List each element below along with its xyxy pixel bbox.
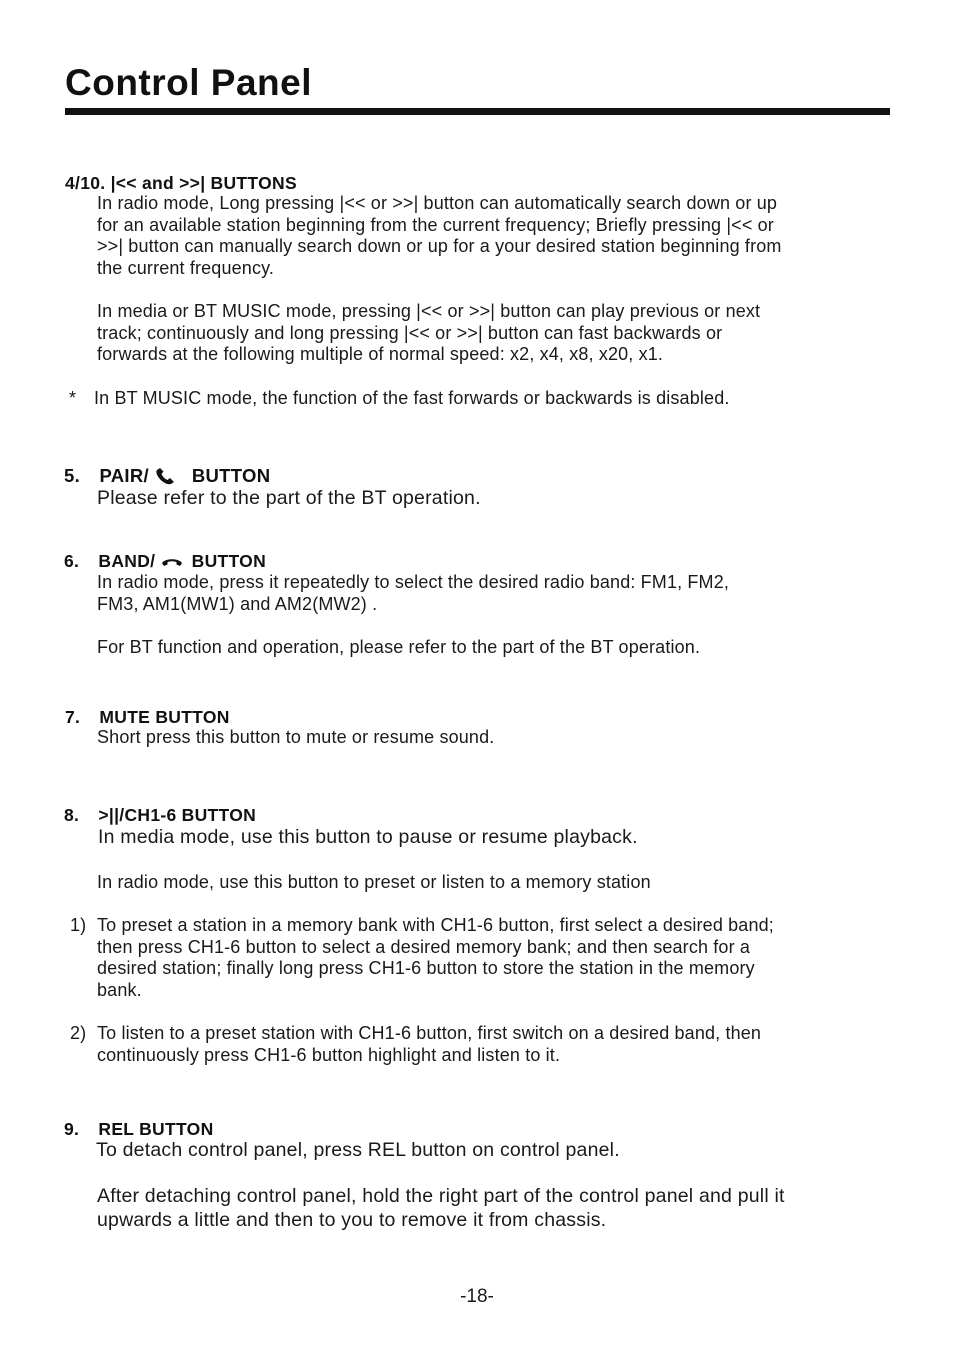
- section-7-heading: [65, 707, 230, 728]
- section-9-heading: [64, 1119, 214, 1140]
- text-line: for an available station beginning from the current frequency; Briefly pressing |<< or: [97, 214, 774, 235]
- text-line: upwards a little and then to you to remove it from chassis.: [97, 1208, 607, 1231]
- section-8-item2: [97, 1023, 761, 1066]
- heading-text: BUTTON: [191, 551, 267, 571]
- text-line: track; continuously and long pressing |<< or >>| button can fast backwards or: [97, 322, 723, 343]
- text-line: forwards at the following multiple of normal speed: x2, x4, x8, x20, x1.: [97, 344, 664, 365]
- section-8-item1: [97, 915, 774, 1002]
- section-number: 5.: [64, 465, 81, 486]
- heading-text: REL BUTTON: [98, 1119, 214, 1139]
- section-8-para1: In media mode, use this button to pause or resume playback.: [98, 826, 638, 848]
- heading-text: >||/CH1-6 BUTTON: [98, 805, 257, 825]
- page-title: Control Panel: [65, 62, 313, 103]
- note-marker: *: [69, 388, 77, 408]
- text-line: To listen to a preset station with CH1-6 button, first switch on a desired band, then: [97, 1023, 762, 1043]
- text-line: continuously press CH1-6 button highlight and listen to it.: [97, 1044, 561, 1065]
- text-line: In media or BT MUSIC mode, pressing |<< or >>| button can play previous or next: [97, 301, 761, 321]
- section-number: 6.: [64, 551, 80, 571]
- list-marker: 2): [70, 1023, 87, 1043]
- text-line: In radio mode, press it repeatedly to select the desired radio band: FM1, FM2,: [97, 572, 730, 592]
- section-9-para1: To detach control panel, press REL button on control panel.: [96, 1139, 620, 1161]
- text-line: FM3, AM1(MW1) and AM2(MW2) .: [97, 593, 378, 614]
- heading-text: PAIR/: [99, 465, 149, 486]
- phone-answer-icon: [154, 467, 178, 487]
- text-line: In radio mode, Long pressing |<< or >>| button can automatically search down or up: [97, 193, 778, 213]
- section-6-heading: [64, 551, 266, 572]
- text-line: then press CH1-6 button to select a desired memory bank; and then search for a: [97, 936, 751, 957]
- section-8-heading: [64, 805, 256, 826]
- section-number: 8.: [64, 805, 80, 825]
- section-4-10-note: In BT MUSIC mode, the function of the fast forwards or backwards is disabled.: [94, 388, 730, 408]
- text-line: bank.: [97, 980, 142, 1001]
- heading-text: BUTTON: [191, 465, 271, 486]
- section-6-para1: [97, 572, 729, 615]
- section-8-para2: In radio mode, use this button to preset or listen to a memory station: [97, 872, 651, 892]
- section-4-10-para2: [97, 301, 760, 366]
- phone-hangup-icon: [160, 555, 184, 569]
- heading-text: BAND/: [98, 551, 156, 571]
- section-number: 9.: [64, 1119, 80, 1139]
- text-line: desired station; finally long press CH1-6 button to store the station in the memory: [97, 958, 755, 979]
- section-4-10-para1: [97, 193, 782, 280]
- page-number: -18-: [460, 1286, 494, 1307]
- list-marker: 1): [70, 915, 87, 935]
- section-number: 7.: [65, 707, 81, 727]
- section-9-para2: [97, 1185, 785, 1232]
- text-line: >>| button can manually search down or up for a your desired station beginning from: [97, 236, 782, 257]
- section-7-text: Short press this button to mute or resume sound.: [97, 727, 495, 747]
- section-4-10-heading: 4/10. |<< and >>| BUTTONS: [65, 173, 297, 193]
- text-line: After detaching control panel, hold the right part of the control panel and pull it: [97, 1185, 785, 1207]
- heading-text: MUTE BUTTON: [99, 707, 230, 727]
- text-line: To preset a station in a memory bank with CH1-6 button, first select a desired band;: [97, 915, 774, 935]
- section-6-para2: For BT function and operation, please refer to the part of the BT operation.: [97, 637, 701, 657]
- section-5-text: Please refer to the part of the BT operation.: [97, 487, 481, 509]
- title-rule: [65, 108, 890, 115]
- section-5-heading: [64, 465, 270, 487]
- text-line: the current frequency.: [97, 258, 275, 279]
